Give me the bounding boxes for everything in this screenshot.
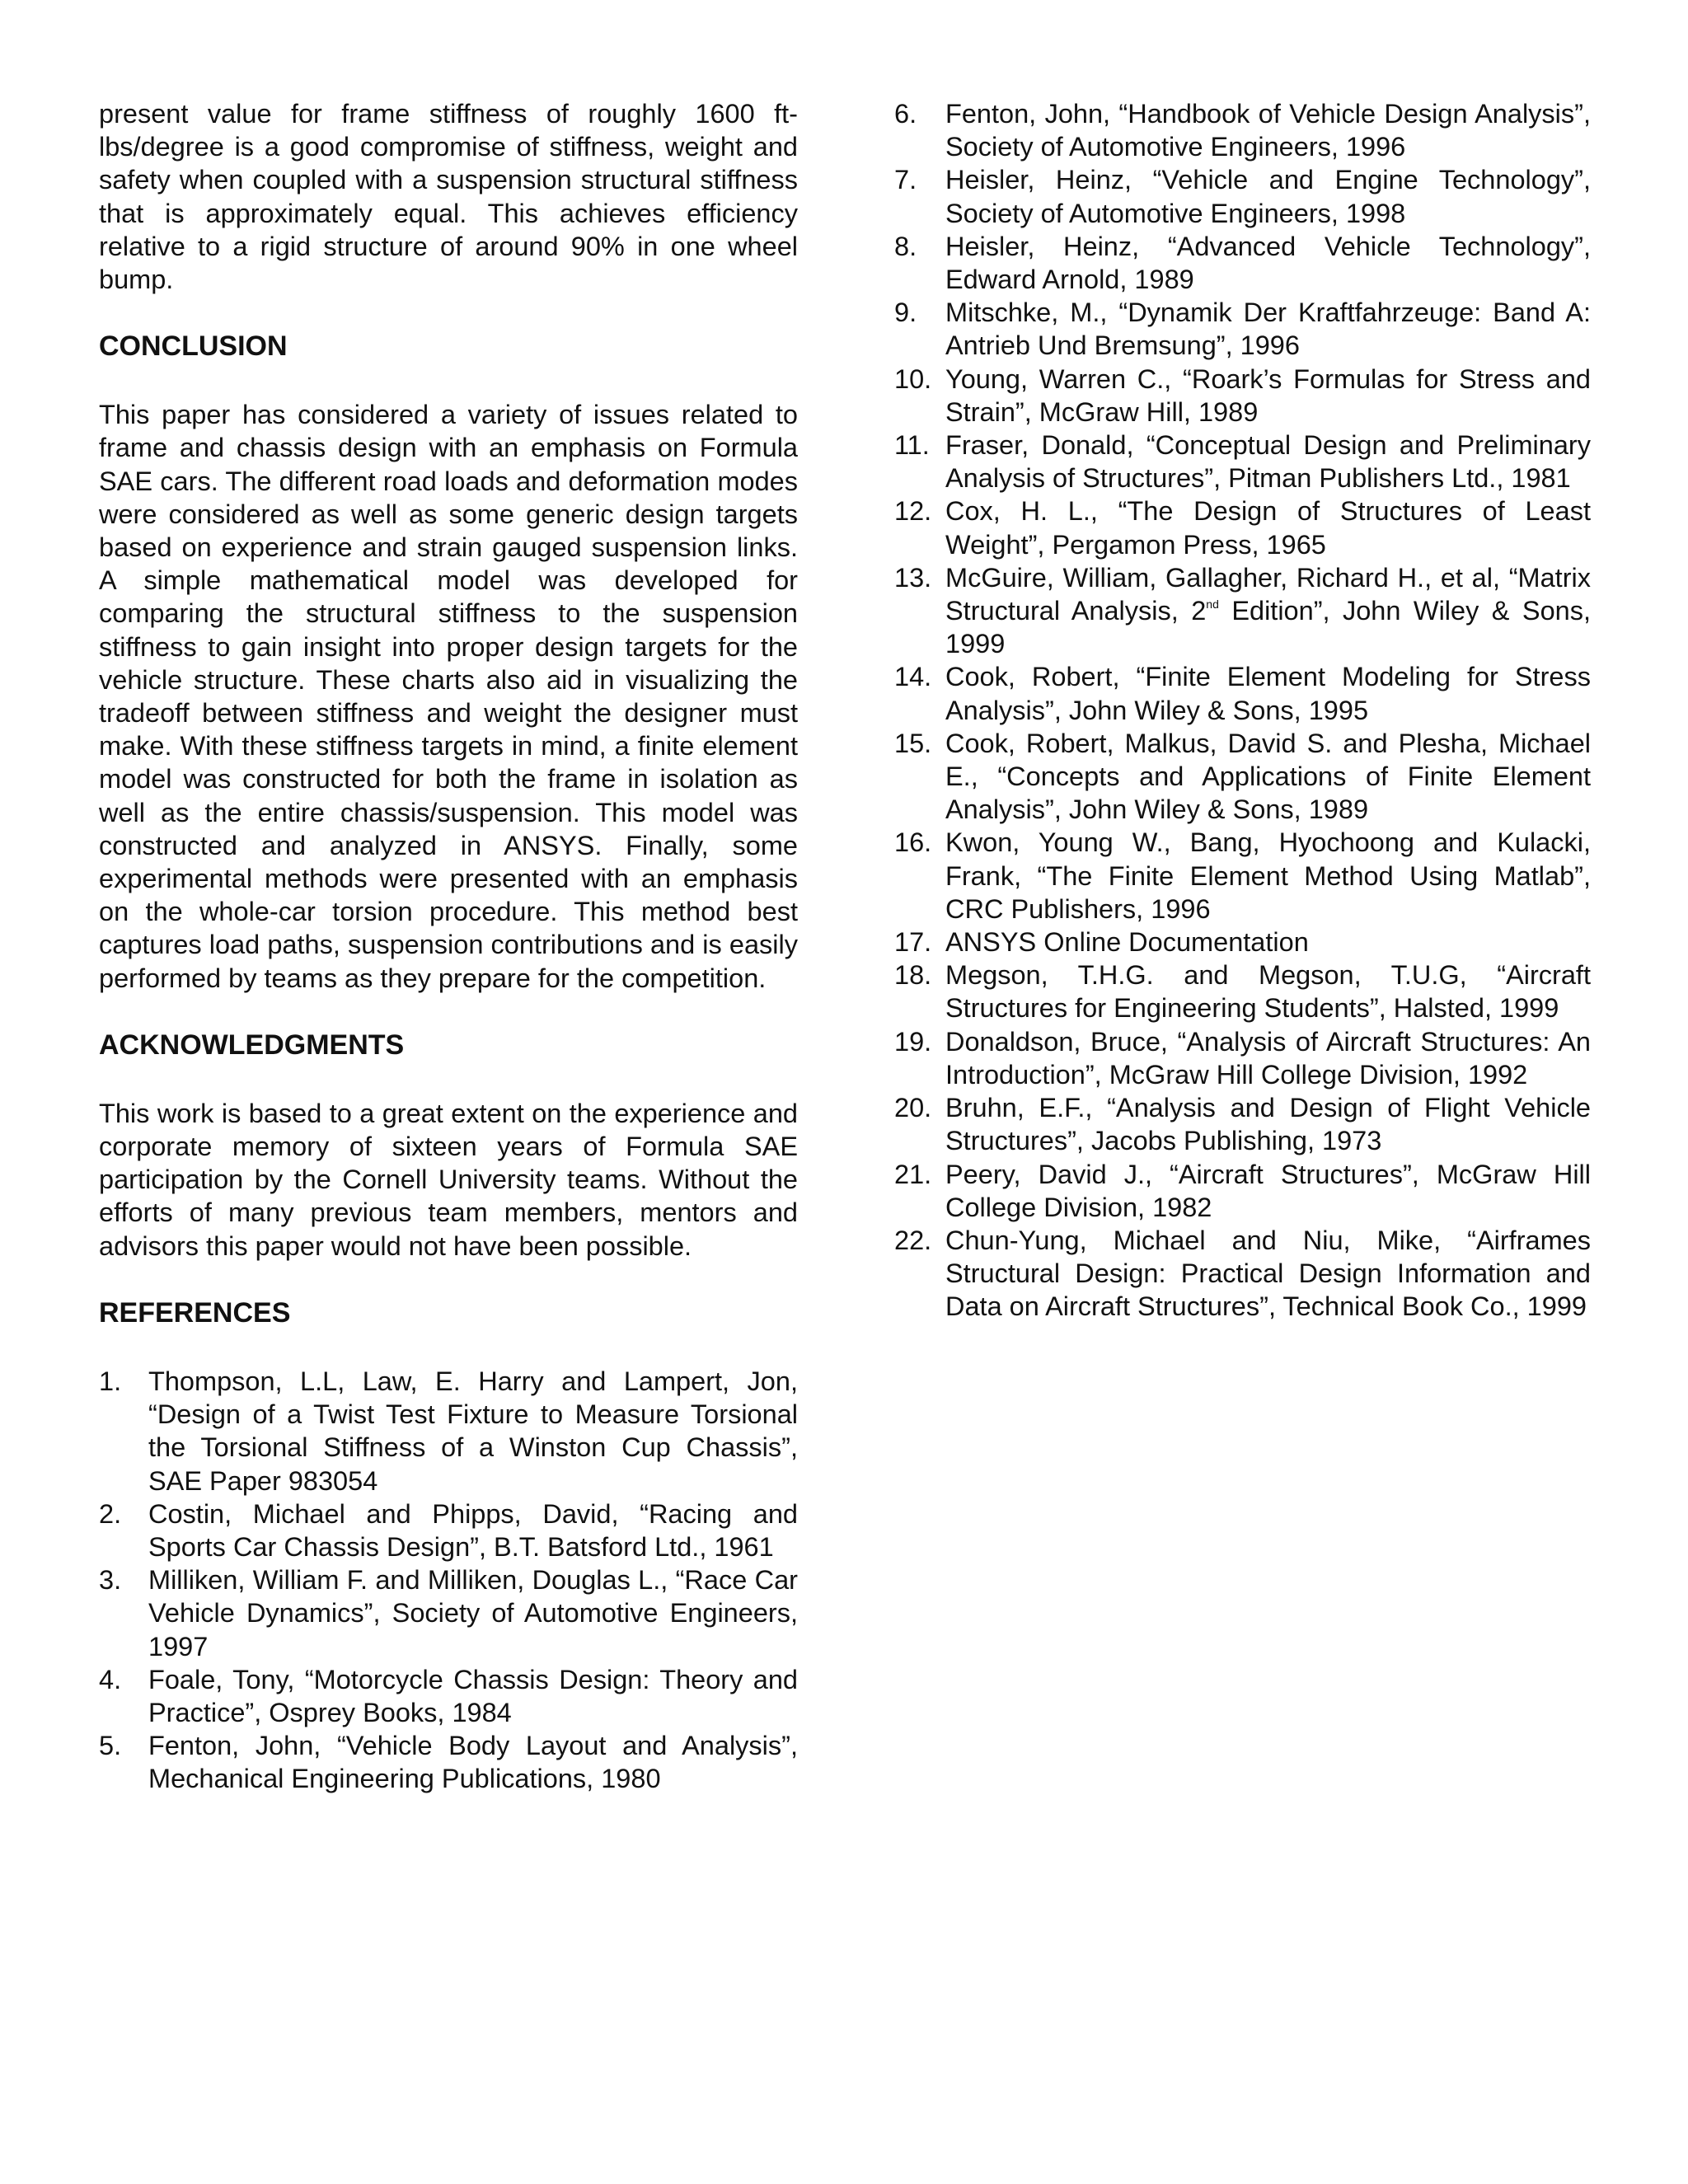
reference-item <box>894 561 1591 661</box>
reference-item <box>894 363 1591 429</box>
reference-number: 12. <box>894 496 932 527</box>
conclusion-paragraph: This paper has considered a variety of issues related to frame and chassis design with an emphasis on Formula SAE cars. The different road loads and deformation modes were considered as well as some generic design targets based on experience and strain gauged suspension links. A simple mathematical model was developed for comparing the structural stiffness to the suspension stiffness to gain insight into proper design targets for the vehicle structure. These charts also aid in visualizing the tradeoff between stiffness and weight the designer must make. With these stiffness targets in mind, a finite element model was constructed for both the frame in isolation as well as the entire chassis/suspension. This model was constructed and analyzed in ANSYS. Finally, some experimental methods were presented with an emphasis on the whole-car torsion procedure. This method best captures load paths, suspension contributions and is easily performed by teams as they prepare for the competition. <box>99 400 798 993</box>
conclusion-heading: CONCLUSION <box>99 330 288 363</box>
reference-text: Milliken, William F. and Milliken, Douglas L., “Race Car Vehicle Dynamics”, Society of Automotive Engineers, 1997 <box>148 1565 798 1661</box>
reference-number: 1. <box>99 1366 122 1396</box>
reference-text: Fenton, John, “Vehicle Body Layout and Analysis”, Mechanical Engineering Publications, 1980 <box>148 1731 798 1794</box>
reference-number: 7. <box>894 165 917 195</box>
acknowledgments-heading: ACKNOWLEDGMENTS <box>99 1029 405 1061</box>
reference-text: ANSYS Online Documentation <box>945 927 1309 958</box>
reference-number: 22. <box>894 1225 932 1255</box>
reference-text: Cook, Robert, “Finite Element Modeling for Stress Analysis”, John Wiley & Sons, 1995 <box>945 662 1591 725</box>
reference-text: Peery, David J., “Aircraft Structures”, McGraw Hill College Division, 1982 <box>945 1159 1591 1222</box>
reference-text: Bruhn, E.F., “Analysis and Design of Flight Vehicle Structures”, Jacobs Publishing, 1973 <box>945 1093 1591 1156</box>
reference-item <box>894 1224 1591 1324</box>
reference-item <box>894 958 1591 1024</box>
reference-number: 19. <box>894 1026 932 1057</box>
reference-list-left <box>99 1365 798 1796</box>
intro-paragraph: present value for frame stiffness of roughly 1600 ft-lbs/degree is a good compromise of stiffness, weight and safety when coupled with a suspension structural stiffness that is approximately equal. This achieves efficiency relative to a rigid structure of around 90% in one wheel bump. <box>99 99 798 295</box>
reference-item <box>99 1663 798 1729</box>
reference-list-right <box>894 97 1591 1324</box>
reference-number: 11. <box>894 430 930 461</box>
reference-item <box>894 494 1591 560</box>
reference-text: Kwon, Young W., Bang, Hyochoong and Kulacki, Frank, “The Finite Element Method Using Matlab”, CRC Publishers, 1996 <box>945 827 1591 924</box>
reference-text: Chun-Yung, Michael and Niu, Mike, “Airframes Structural Design: Practical Design Information and Data on Aircraft Structures”, Technical Book Co., 1999 <box>945 1225 1591 1322</box>
reference-number: 5. <box>99 1731 122 1761</box>
reference-item <box>894 296 1591 362</box>
reference-text: Costin, Michael and Phipps, David, “Racing and Sports Car Chassis Design”, B.T. Batsford Ltd., 1961 <box>148 1498 798 1562</box>
reference-number: 9. <box>894 298 917 328</box>
reference-text: Thompson, L.L, Law, E. Harry and Lampert, Jon, “Design of a Twist Test Fixture to Measure Torsional the Torsional Stiffness of a Winston Cup Chassis”, SAE Paper 983054 <box>148 1366 798 1496</box>
reference-item <box>894 1158 1591 1224</box>
reference-number: 4. <box>99 1664 122 1694</box>
reference-item <box>99 1729 798 1795</box>
reference-number: 14. <box>894 662 932 692</box>
reference-item <box>894 1025 1591 1091</box>
acknowledgments-paragraph: This work is based to a great extent on the experience and corporate memory of sixteen years of Formula SAE participation by the Cornell University teams. Without the efforts of many previous team members, mentors and advisors this paper would not have been possible. <box>99 1098 798 1261</box>
reference-text: Donaldson, Bruce, “Analysis of Aircraft Structures: An Introduction”, McGraw Hill College Division, 1992 <box>945 1026 1591 1090</box>
reference-number: 13. <box>894 562 932 593</box>
reference-item <box>894 926 1591 958</box>
reference-number: 17. <box>894 927 932 958</box>
reference-number: 16. <box>894 827 932 858</box>
reference-item <box>894 727 1591 827</box>
reference-item <box>99 1497 798 1563</box>
reference-item <box>894 429 1591 494</box>
reference-text: Heisler, Heinz, “Advanced Vehicle Technology”, Edward Arnold, 1989 <box>945 231 1591 295</box>
right-column <box>894 97 1591 1324</box>
reference-number: 15. <box>894 728 932 758</box>
reference-number: 3. <box>99 1565 122 1596</box>
reference-number: 6. <box>894 99 917 129</box>
reference-text: Cox, H. L., “The Design of Structures of Least Weight”, Pergamon Press, 1965 <box>945 496 1591 560</box>
reference-text: Cook, Robert, Malkus, David S. and Plesha, Michael E., “Concepts and Applications of Finite Element Analysis”, John Wiley & Sons, 1989 <box>945 728 1591 825</box>
left-column <box>99 97 798 1796</box>
reference-item <box>894 230 1591 296</box>
reference-item <box>894 97 1591 163</box>
reference-item <box>99 1563 798 1663</box>
reference-item <box>894 163 1591 229</box>
references-heading: REFERENCES <box>99 1296 291 1329</box>
reference-number: 21. <box>894 1159 932 1189</box>
reference-number: 18. <box>894 960 932 991</box>
reference-item <box>894 826 1591 926</box>
reference-number: 10. <box>894 363 932 394</box>
reference-text: Young, Warren C., “Roark’s Formulas for Stress and Strain”, McGraw Hill, 1989 <box>945 363 1591 427</box>
reference-number: 8. <box>894 231 917 261</box>
reference-number: 2. <box>99 1498 122 1529</box>
reference-item <box>99 1365 798 1497</box>
superscript: nd <box>1206 598 1219 612</box>
reference-text: Fraser, Donald, “Conceptual Design and Preliminary Analysis of Structures”, Pitman Publishers Ltd., 1981 <box>945 430 1591 494</box>
reference-text: Mitschke, M., “Dynamik Der Kraftfahrzeuge: Band A: Antrieb Und Bremsung”, 1996 <box>945 298 1591 361</box>
reference-text: Foale, Tony, “Motorcycle Chassis Design: Theory and Practice”, Osprey Books, 1984 <box>148 1664 798 1727</box>
reference-text: Megson, T.H.G. and Megson, T.U.G, “Aircraft Structures for Engineering Students”, Halsted, 1999 <box>945 960 1591 1024</box>
reference-item <box>894 1091 1591 1157</box>
reference-number: 20. <box>894 1093 932 1123</box>
reference-text: McGuire, William, Gallagher, Richard H., et al, “Matrix Structural Analysis, 2nd Edition”, John Wiley & Sons, 1999 <box>945 562 1592 659</box>
reference-text: Heisler, Heinz, “Vehicle and Engine Technology”, Society of Automotive Engineers, 1998 <box>945 165 1591 228</box>
reference-item <box>894 660 1591 726</box>
reference-text: Fenton, John, “Handbook of Vehicle Design Analysis”, Society of Automotive Engineers, 1996 <box>945 99 1591 162</box>
